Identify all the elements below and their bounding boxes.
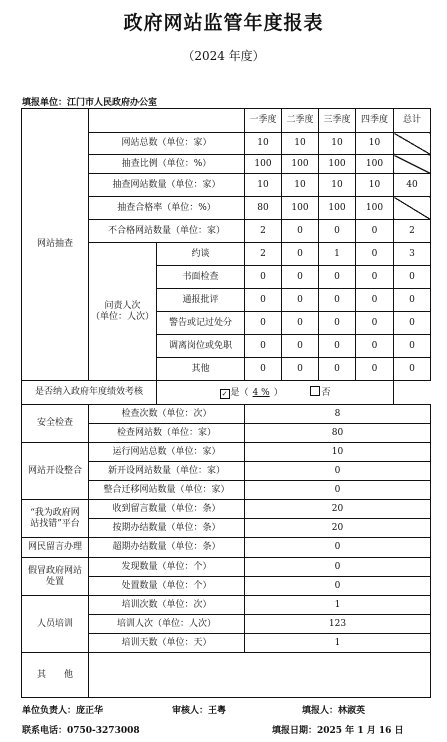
cell-value: 0 <box>245 558 431 577</box>
cell-value: 100 <box>356 197 394 220</box>
row-label: 通报批评 <box>157 289 245 312</box>
cell-value: 10 <box>356 174 394 197</box>
section-fake: 假冒政府网站 处置 <box>22 558 89 596</box>
diagonal-cell <box>394 197 431 220</box>
row-label: 警告或记过处分 <box>157 312 245 335</box>
cell-value: 100 <box>319 197 356 220</box>
cell-total: 0 <box>394 335 431 358</box>
cell-value: 0 <box>356 335 394 358</box>
cell-total: 0 <box>394 312 431 335</box>
row-label: 检查次数（单位：次） <box>89 405 245 424</box>
cell-value: 0 <box>356 358 394 381</box>
row-label: 不合格网站数量（单位：家） <box>89 220 245 243</box>
cell-value: 10 <box>245 443 431 462</box>
row-label: 其他 <box>157 358 245 381</box>
cell-value: 0 <box>245 538 431 558</box>
cell-value: 8 <box>245 405 431 424</box>
section-platform: “我为政府网 站找错”平台 <box>22 500 89 538</box>
cell-value: 2 <box>245 243 282 266</box>
cell-value: 0 <box>319 289 356 312</box>
cell-value: 10 <box>245 133 282 155</box>
row-label: 是否纳入政府年度绩效考核 <box>22 381 157 405</box>
table-row <box>22 500 431 519</box>
row-label: 处置数量（单位：个） <box>89 577 245 596</box>
row-label: 培训天数（单位：天） <box>89 634 245 653</box>
cell-total: 3 <box>394 243 431 266</box>
row-label: 书面检查 <box>157 266 245 289</box>
cell-value: 1 <box>245 596 431 615</box>
report-year: （2024 年度） <box>182 49 265 63</box>
cell-value: 0 <box>282 312 319 335</box>
cell-value: 10 <box>319 174 356 197</box>
table-row <box>22 538 431 558</box>
table-row <box>22 405 431 424</box>
row-label: 网站总数（单位：家） <box>89 133 245 155</box>
header-q4: 四季度 <box>356 109 394 133</box>
cell-value: 100 <box>282 155 319 174</box>
cell-value: 0 <box>319 266 356 289</box>
section-opening: 网站开设整合 <box>22 443 89 500</box>
cell-value: 0 <box>245 335 282 358</box>
cell-value: 0 <box>245 462 431 481</box>
cell-value: 0 <box>356 312 394 335</box>
cell-value: 0 <box>319 335 356 358</box>
cell-value: 0 <box>319 220 356 243</box>
row-label: 发现数量（单位：个） <box>89 558 245 577</box>
row-label: 检查网站数（单位：家） <box>89 424 245 443</box>
cell-value: 0 <box>319 312 356 335</box>
row-label: 抽查比例（单位：%） <box>89 155 245 174</box>
cell-value: 10 <box>282 174 319 197</box>
cell-value: 0 <box>245 358 282 381</box>
row-label: 抽查网站数量（单位：家） <box>89 174 245 197</box>
cell-value: 10 <box>356 133 394 155</box>
header-q1: 一季度 <box>245 109 282 133</box>
cell-value: 0 <box>245 312 282 335</box>
cell-value: 0 <box>245 266 282 289</box>
cell-value: 0 <box>356 220 394 243</box>
cell-total: 2 <box>394 220 431 243</box>
diagonal-cell <box>394 155 431 174</box>
filler: 填报人：林淑英 <box>302 706 366 716</box>
cell-value: 0 <box>356 266 394 289</box>
cell-value: 0 <box>356 289 394 312</box>
cell-value: 0 <box>282 266 319 289</box>
report-table <box>21 108 431 698</box>
cell-value: 123 <box>245 615 431 634</box>
reviewer: 审核人：王粤 <box>172 706 227 716</box>
cell-value: 100 <box>319 155 356 174</box>
cell-value: 0 <box>282 335 319 358</box>
cell-value: 10 <box>245 174 282 197</box>
cell-value: 0 <box>282 358 319 381</box>
cell-value: 80 <box>245 197 282 220</box>
section-message: 网民留言办理 <box>22 538 89 558</box>
cell-value: 100 <box>282 197 319 220</box>
checkbox-yes[interactable]: ✓ <box>220 389 230 399</box>
table-row <box>22 443 431 462</box>
cell-total: 0 <box>394 289 431 312</box>
contact-phone: 联系电话：0750-3273008 <box>22 726 140 736</box>
cell-value: 0 <box>356 243 394 266</box>
cell-value: 1 <box>319 243 356 266</box>
assessment-options <box>157 381 394 405</box>
row-label: 培训次数（单位：次） <box>89 596 245 615</box>
cell-value: 0 <box>282 220 319 243</box>
cell-value: 100 <box>245 155 282 174</box>
checkbox-no[interactable] <box>310 386 320 396</box>
cell-value: 100 <box>356 155 394 174</box>
table-row <box>22 596 431 615</box>
cell-value: 0 <box>282 243 319 266</box>
row-label: 约谈 <box>157 243 245 266</box>
header-q2: 二季度 <box>282 109 319 133</box>
row-label: 抽查合格率（单位：%） <box>89 197 245 220</box>
cell-value: 20 <box>245 500 431 519</box>
cell-value: 10 <box>282 133 319 155</box>
cell-total: 40 <box>394 174 431 197</box>
header-q3: 三季度 <box>319 109 356 133</box>
cell-value: 0 <box>245 577 431 596</box>
row-label: 运行网站总数（单位：家） <box>89 443 245 462</box>
cell-value: 0 <box>245 289 282 312</box>
cell-value: 1 <box>245 634 431 653</box>
row-label: 新开设网站数量（单位：家） <box>89 462 245 481</box>
row-label: 整合迁移网站数量（单位：家） <box>89 481 245 500</box>
page-title: 政府网站监管年度报表 <box>123 12 324 34</box>
table-row <box>22 558 431 577</box>
fill-date: 填报日期：2025 年 1 月 16 日 <box>272 726 404 736</box>
cell-value: 20 <box>245 519 431 538</box>
section-security: 安全检查 <box>22 405 89 443</box>
assessment-percent: 4 % <box>252 388 270 398</box>
section-accountability: 问责人次 （单位：人次） <box>89 243 157 381</box>
cell-total: 0 <box>394 266 431 289</box>
row-label: 按期办结数量（单位：条） <box>89 519 245 538</box>
diagonal-cell <box>394 133 431 155</box>
cell-total: 0 <box>394 358 431 381</box>
cell-value: 2 <box>245 220 282 243</box>
other-content <box>89 653 431 698</box>
unit-leader: 单位负责人：庞正华 <box>22 706 104 716</box>
row-label: 收到留言数量（单位：条） <box>89 500 245 519</box>
cell-value: 80 <box>245 424 431 443</box>
option-yes-label: 是（ <box>230 388 249 398</box>
cell-value: 0 <box>319 358 356 381</box>
option-no-label: 否 <box>321 388 331 398</box>
cell-value: 0 <box>245 481 431 500</box>
row-label: 培训人次（单位：人次） <box>89 615 245 634</box>
header-total: 总计 <box>394 109 431 133</box>
table-row <box>22 381 431 405</box>
option-yes-end: ） <box>273 388 283 398</box>
table-header-row <box>22 109 431 133</box>
cell-value: 10 <box>319 133 356 155</box>
row-label: 超期办结数量（单位：条） <box>89 538 245 558</box>
section-other: 其 他 <box>22 653 89 698</box>
row-label: 调离岗位或免职 <box>157 335 245 358</box>
fill-unit: 填报单位：江门市人民政府办公室 <box>22 98 158 108</box>
section-sampling: 网站抽查 <box>22 109 89 381</box>
cell-value: 0 <box>282 289 319 312</box>
section-training: 人员培训 <box>22 596 89 653</box>
table-row <box>22 653 431 698</box>
